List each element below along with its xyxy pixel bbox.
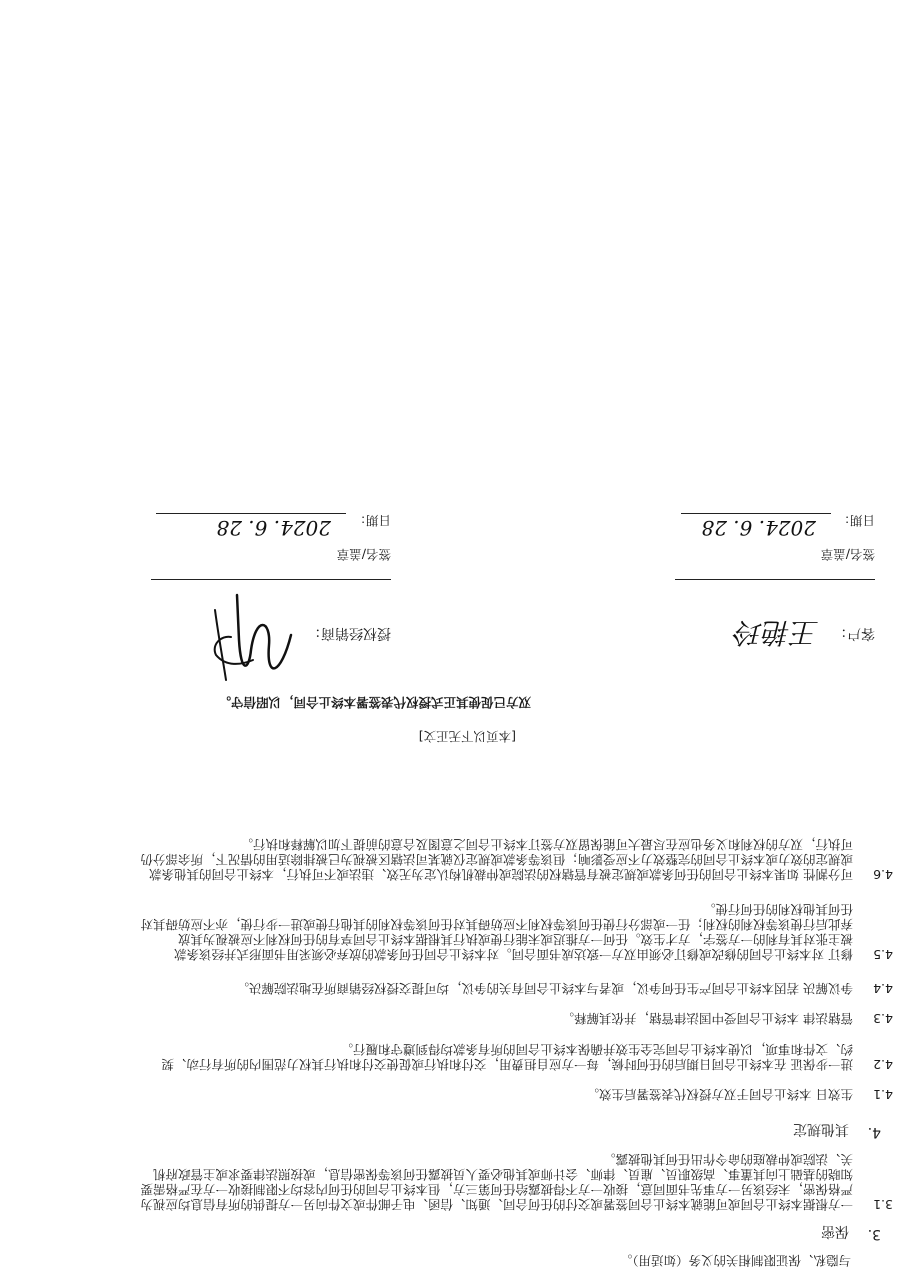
customer-sign-label: 签名/盖章 <box>820 547 875 562</box>
clause-line: 关、法院或仲裁庭的命令作出任何其他披露。 <box>602 1152 853 1167</box>
clause-line: 知晓的基础上向其董事、高级职员、雇员、律师、会计师或其他必要人员披露任何该等保密信息，或按照法律要求或主管政府机 <box>152 1167 853 1182</box>
clause-line: 或规定的效力或本终止合同的完整效力不应受影响；但该等条款或规定仅就某司法辖区被视为已被排除适用的情况下，所余部分仍 <box>140 852 853 867</box>
clause-line: 进一步保证 在本终止合同日期后的任何时候，每一方应自担费用，交付和执行或促使交付和执行其权力范围内的所有行动、契 <box>161 1057 853 1072</box>
dealer-handwritten-signature <box>191 585 311 695</box>
section4-title: 其他规定 <box>793 1121 849 1137</box>
intro-line: 与隐私、保证限制相关的义务（如适用）。 <box>619 1253 851 1268</box>
witness-line: 双方已促使其正式授权代表签署本终止合同，以昭信守。 <box>218 695 531 710</box>
dealer-date-line <box>156 513 346 514</box>
clause-line: 可分割性 如果本终止合同的任何条款或规定被有管辖权的法院或仲裁机构认定为无效、违法或不可执行，本终止合同的其他条款 <box>149 867 853 882</box>
clause-4-3-text <box>562 1011 853 1026</box>
clause-4-5-text <box>140 902 853 962</box>
clause-4-6-number: 4.6 <box>873 867 893 882</box>
clause-line: 一方根据本终止合同或可能就本终止合同签署或交付的任何合同、通知、信函、电子邮件或文件向另一方提供的所有信息均应视为 <box>140 1197 853 1212</box>
dealer-sign-line <box>151 579 391 580</box>
clause-4-1-text <box>587 1087 853 1102</box>
clause-line: 管辖法律 本终止合同受中国法律管辖，并依其解释。 <box>561 1011 853 1026</box>
customer-handwritten-name: 王艳玲 <box>734 616 819 649</box>
section3-title: 保密 <box>821 1223 849 1239</box>
clause-4-3-number: 4.3 <box>873 1011 893 1026</box>
clause-4-6-text <box>140 837 853 882</box>
clause-line: 争议解决 若因本终止合同产生任何争议，或者与本终止合同有关的争议，均可提交授权经销商所在地法院解决。 <box>236 981 853 996</box>
customer-date-label: 日期： <box>837 513 875 528</box>
clause-4-1-number: 4.1 <box>873 1087 893 1102</box>
clause-3-1-number: 3.1 <box>873 1197 893 1212</box>
customer-date-line <box>681 513 831 514</box>
clause-line: 生效日 本终止合同于双方授权代表签署后生效。 <box>586 1087 853 1102</box>
dealer-date-label: 日期： <box>353 513 391 528</box>
blank-page-note: [本页以下无正文] <box>418 729 516 744</box>
dealer-date-value: 2024. 6. 28 <box>216 516 331 540</box>
customer-label: 客户： <box>833 625 875 641</box>
clause-line: 可执行，双方的权利和义务也应在尽最大可能保留双方签订本终止合同之意图及合意的前提下加以解释和执行。 <box>240 837 853 852</box>
clause-line: 约、文件和事项，以使本终止合同完全生效并确保本终止合同的所有条款均得到遵守和履行。 <box>340 1042 853 1057</box>
clause-4-5-number: 4.5 <box>873 947 893 962</box>
section4-number: 4. <box>867 1124 881 1140</box>
clause-line: 被主张对其有利的一方签字，方才生效。任何一方推迟或未能行使或执行其根据本终止合同享有的任何权利不应被视为其放 <box>177 932 853 947</box>
customer-date-value: 2024. 6. 28 <box>701 516 816 540</box>
clause-line: 弃此后行使该等权利的权利；任一或部分行使任何该等权利不应妨碍其对任何该等权利的其他行使或进一步行使，亦不应妨碍其对 <box>140 917 853 932</box>
clause-4-4-number: 4.4 <box>873 981 893 996</box>
clause-4-2-number: 4.2 <box>873 1057 893 1072</box>
dealer-label: 授权经销商： <box>307 625 391 641</box>
clause-3-1-text <box>140 1152 853 1212</box>
dealer-sign-label: 签名/盖章 <box>336 547 391 562</box>
section3-number: 3. <box>867 1226 881 1242</box>
customer-sign-line <box>675 579 875 580</box>
clause-4-2-text <box>162 1042 853 1072</box>
clause-line: 修订 对本终止合同的修改或修订必须由双方一致达成书面合同。对本终止合同任何条款的放弃必须采用书面形式并经该条款 <box>174 947 853 962</box>
clause-4-4-text <box>237 981 853 996</box>
clause-line: 任何其他权利的任何行使。 <box>702 902 853 917</box>
clause-line: 严格保密，未经该另一方事先书面同意，接收一方不得披露给任何第三方，但本终止合同的任何内容均不限制接收一方在严格需要 <box>140 1182 853 1197</box>
